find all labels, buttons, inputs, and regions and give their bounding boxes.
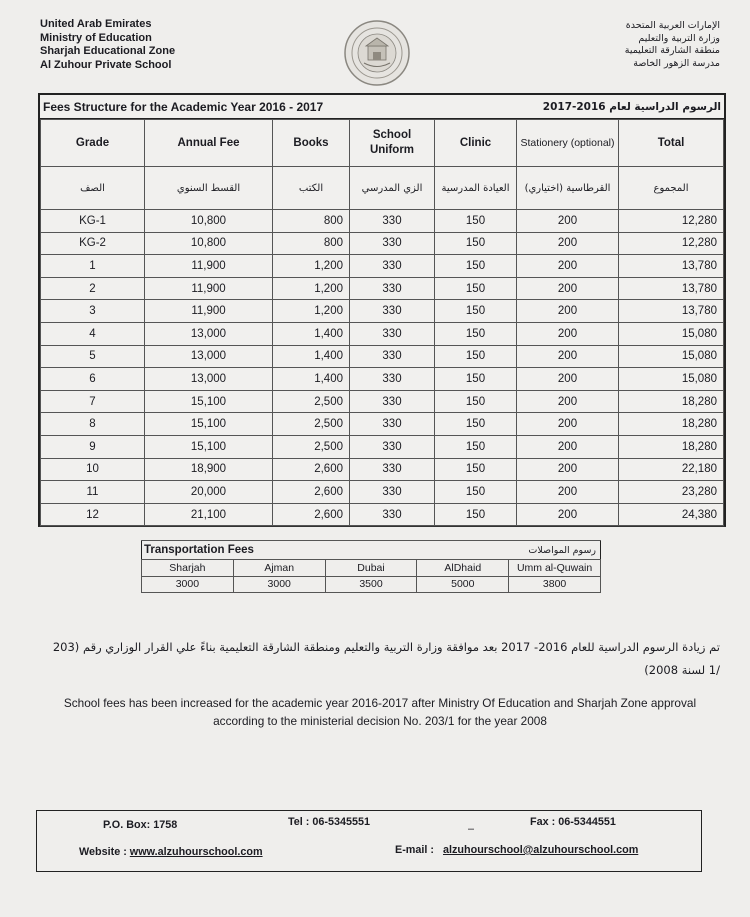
- uniform-cell: 330: [350, 322, 435, 345]
- total-cell: 18,280: [619, 390, 724, 413]
- total-cell: 23,280: [619, 481, 724, 504]
- clinic-cell: 150: [435, 503, 517, 526]
- column-header-ar: المجموع: [619, 167, 724, 210]
- uniform-cell: 330: [350, 458, 435, 481]
- column-header: Total: [619, 120, 724, 167]
- clinic-cell: 150: [435, 300, 517, 323]
- total-cell: 18,280: [619, 413, 724, 436]
- annual-fee-cell: 13,000: [145, 368, 273, 391]
- annual-fee-cell: 18,900: [145, 458, 273, 481]
- books-cell: 1,400: [273, 345, 350, 368]
- fees-table-body: [41, 210, 724, 526]
- stationery-cell: 200: [517, 345, 619, 368]
- header-line: United Arab Emirates: [40, 18, 152, 30]
- uniform-cell: 330: [350, 435, 435, 458]
- stationery-cell: 200: [517, 435, 619, 458]
- fees-table: [40, 119, 724, 526]
- grade-cell: 1: [41, 255, 145, 278]
- transport-areas-row: [142, 560, 601, 577]
- column-header-ar: القرطاسية (اختياري): [517, 167, 619, 210]
- column-header: Stationery (optional): [517, 120, 619, 167]
- grade-cell: KG-1: [41, 210, 145, 233]
- stationery-cell: 200: [517, 413, 619, 436]
- email-row: [395, 844, 638, 856]
- transport-fee: 3500: [325, 576, 417, 593]
- transport-area: Ajman: [233, 560, 325, 577]
- books-cell: 800: [273, 232, 350, 255]
- column-header: School Uniform: [350, 120, 435, 167]
- annual-fee-cell: 15,100: [145, 390, 273, 413]
- clinic-cell: 150: [435, 232, 517, 255]
- stationery-cell: 200: [517, 232, 619, 255]
- header-row-ar: [41, 167, 724, 210]
- clinic-cell: 150: [435, 210, 517, 233]
- table-row: [41, 503, 724, 526]
- telephone: Tel : 06-5345551: [288, 816, 371, 828]
- uniform-cell: 330: [350, 210, 435, 233]
- books-cell: 2,500: [273, 390, 350, 413]
- email-link[interactable]: alzuhourschool@alzuhourschool.com: [443, 844, 639, 856]
- grade-cell: KG-2: [41, 232, 145, 255]
- header-line: منطقة الشارقة التعليمية: [624, 45, 720, 56]
- stationery-cell: 200: [517, 300, 619, 323]
- grade-cell: 4: [41, 322, 145, 345]
- books-cell: 2,600: [273, 481, 350, 504]
- table-row: [41, 345, 724, 368]
- contact-footer: [36, 810, 702, 872]
- annual-fee-cell: 10,800: [145, 210, 273, 233]
- total-cell: 18,280: [619, 435, 724, 458]
- fees-title-ar: الرسوم الدراسية لعام 2016-2017: [542, 100, 721, 113]
- books-cell: 1,200: [273, 277, 350, 300]
- annual-fee-cell: 11,900: [145, 277, 273, 300]
- total-cell: 15,080: [619, 345, 724, 368]
- transport-title-ar: رسوم المواصلات: [417, 541, 601, 560]
- books-cell: 1,400: [273, 322, 350, 345]
- clinic-cell: 150: [435, 390, 517, 413]
- total-cell: 22,180: [619, 458, 724, 481]
- header-line: مدرسة الزهور الخاصة: [633, 57, 720, 69]
- transport-area: Umm al-Quwain: [509, 560, 601, 577]
- books-cell: 1,200: [273, 300, 350, 323]
- total-cell: 12,280: [619, 232, 724, 255]
- uniform-cell: 330: [350, 345, 435, 368]
- total-cell: 13,780: [619, 255, 724, 278]
- header-line: الإمارات العربية المتحدة: [625, 20, 720, 31]
- grade-cell: 3: [41, 300, 145, 323]
- website-label: Website :: [79, 846, 127, 858]
- column-header-ar: القسط السنوي: [145, 167, 273, 210]
- clinic-cell: 150: [435, 368, 517, 391]
- table-row: [41, 390, 724, 413]
- stationery-cell: 200: [517, 322, 619, 345]
- annual-fee-cell: 13,000: [145, 322, 273, 345]
- stationery-cell: 200: [517, 277, 619, 300]
- note-english-line: according to the ministerial decision No. 203/1 for the year 2008: [213, 713, 547, 728]
- annual-fee-cell: 21,100: [145, 503, 273, 526]
- po-box: P.O. Box: 1758: [103, 819, 178, 831]
- header-english: [40, 18, 175, 72]
- transport-title-row: [142, 541, 601, 560]
- email-label: E-mail :: [395, 844, 434, 856]
- transport-title-en: Transportation Fees: [142, 541, 417, 560]
- table-row: [41, 210, 724, 233]
- fax: Fax : 06-5344551: [530, 816, 616, 828]
- uniform-cell: 330: [350, 300, 435, 323]
- table-row: [41, 481, 724, 504]
- annual-fee-cell: 15,100: [145, 413, 273, 436]
- fees-title-en: Fees Structure for the Academic Year 2016 - 2017: [43, 99, 324, 114]
- header-row-en: [41, 120, 724, 167]
- transportation-table: [141, 540, 601, 593]
- table-row: [41, 435, 724, 458]
- transport-area: AlDhaid: [417, 560, 509, 577]
- table-row: [41, 277, 724, 300]
- website-row: [79, 846, 263, 858]
- annual-fee-cell: 20,000: [145, 481, 273, 504]
- grade-cell: 10: [41, 458, 145, 481]
- grade-cell: 12: [41, 503, 145, 526]
- table-row: [41, 413, 724, 436]
- total-cell: 13,780: [619, 300, 724, 323]
- uniform-cell: 330: [350, 390, 435, 413]
- clinic-cell: 150: [435, 277, 517, 300]
- annual-fee-cell: 10,800: [145, 232, 273, 255]
- books-cell: 1,200: [273, 255, 350, 278]
- transport-fees-row: [142, 576, 601, 593]
- stationery-cell: 200: [517, 368, 619, 391]
- total-cell: 15,080: [619, 322, 724, 345]
- clinic-cell: 150: [435, 322, 517, 345]
- table-row: [41, 368, 724, 391]
- header-line: وزارة التربية والتعليم: [638, 32, 720, 44]
- header-line: Al Zuhour Private School: [40, 58, 172, 71]
- books-cell: 2,500: [273, 435, 350, 458]
- table-row: [41, 232, 724, 255]
- clinic-cell: 150: [435, 435, 517, 458]
- note-english: [30, 695, 730, 730]
- table-row: [41, 458, 724, 481]
- clinic-cell: 150: [435, 481, 517, 504]
- grade-cell: 7: [41, 390, 145, 413]
- uniform-cell: 330: [350, 255, 435, 278]
- stationery-cell: 200: [517, 210, 619, 233]
- annual-fee-cell: 15,100: [145, 435, 273, 458]
- grade-cell: 2: [41, 277, 145, 300]
- grade-cell: 9: [41, 435, 145, 458]
- table-row: [41, 322, 724, 345]
- stationery-cell: 200: [517, 255, 619, 278]
- header-arabic: [625, 20, 720, 70]
- grade-cell: 11: [41, 481, 145, 504]
- total-cell: 12,280: [619, 210, 724, 233]
- header-line: Ministry of Education: [40, 31, 152, 44]
- stationery-cell: 200: [517, 503, 619, 526]
- column-header-ar: العيادة المدرسية: [435, 167, 517, 210]
- stationery-cell: 200: [517, 390, 619, 413]
- stationery-cell: 200: [517, 458, 619, 481]
- clinic-cell: 150: [435, 255, 517, 278]
- uniform-cell: 330: [350, 368, 435, 391]
- books-cell: 800: [273, 210, 350, 233]
- books-cell: 2,600: [273, 503, 350, 526]
- transport-fee: 5000: [417, 576, 509, 593]
- column-header-ar: الكتب: [273, 167, 350, 210]
- uniform-cell: 330: [350, 503, 435, 526]
- total-cell: 13,780: [619, 277, 724, 300]
- transport-fee: 3800: [509, 576, 601, 593]
- annual-fee-cell: 11,900: [145, 300, 273, 323]
- annual-fee-cell: 13,000: [145, 345, 273, 368]
- books-cell: 2,600: [273, 458, 350, 481]
- fees-title-bar: [40, 95, 724, 119]
- uniform-cell: 330: [350, 277, 435, 300]
- clinic-cell: 150: [435, 413, 517, 436]
- total-cell: 15,080: [619, 368, 724, 391]
- transport-fee: 3000: [233, 576, 325, 593]
- column-header-ar: الزي المدرسي: [350, 167, 435, 210]
- column-header: Grade: [41, 120, 145, 167]
- grade-cell: 6: [41, 368, 145, 391]
- separator-dash: –: [468, 823, 475, 835]
- transport-area: Sharjah: [142, 560, 234, 577]
- annual-fee-cell: 11,900: [145, 255, 273, 278]
- table-row: [41, 255, 724, 278]
- note-arabic: تم زيادة الرسوم الدراسية للعام 2016- 2017 بعد موافقة وزارة التربية والتعليم ومنطقة الشارقة التعليمية بناءً علي القرار الوزاري رقم (203 /1 لسنة 2008): [52, 640, 720, 677]
- clinic-cell: 150: [435, 345, 517, 368]
- column-header: Annual Fee: [145, 120, 273, 167]
- clinic-cell: 150: [435, 458, 517, 481]
- column-header: Books: [273, 120, 350, 167]
- column-header: Clinic: [435, 120, 517, 167]
- total-cell: 24,380: [619, 503, 724, 526]
- uniform-cell: 330: [350, 413, 435, 436]
- header-line: Sharjah Educational Zone: [40, 45, 176, 57]
- uniform-cell: 330: [350, 232, 435, 255]
- transport-area: Dubai: [325, 560, 417, 577]
- website-link[interactable]: www.alzuhourschool.com: [129, 846, 263, 858]
- table-row: [41, 300, 724, 323]
- school-emblem-icon: [342, 18, 412, 88]
- books-cell: 1,400: [273, 368, 350, 391]
- transport-fee: 3000: [142, 576, 234, 593]
- stationery-cell: 200: [517, 481, 619, 504]
- grade-cell: 8: [41, 413, 145, 436]
- books-cell: 2,500: [273, 413, 350, 436]
- note-english-line: School fees has been increased for the academic year 2016-2017 after Ministry Of Education and Sharjah Zone approval: [63, 696, 697, 710]
- uniform-cell: 330: [350, 481, 435, 504]
- fees-table-container: [38, 93, 726, 527]
- column-header-ar: الصف: [41, 167, 145, 210]
- grade-cell: 5: [41, 345, 145, 368]
